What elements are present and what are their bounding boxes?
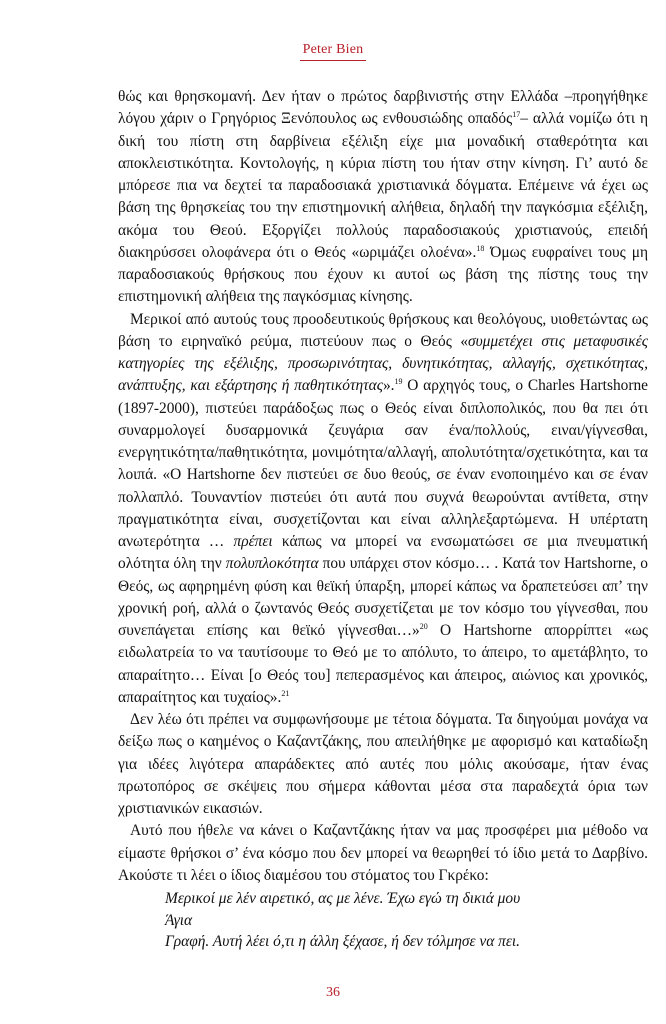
author-name: Peter Bien — [302, 42, 364, 57]
text-run: Ο αρχηγός τους, ο Charles Hartshorne (1897-2000), πιστεύει παράδοξως πως ο Θεός είναι διπλοπολικός, που θα πει ότι συναρμολογεί δυσαρμονικά ζευγάρια σαν ένα/πολλούς, ειναι/γίγνεσθαι, ενεργητικότητα/παθητικότητα, μονιμότητα/αλλαγή, απολυτότητα/σχετικότητα, και τα λοιπά. «Ο Hartshorne δεν πιστεύει σε δυο θεούς, σε έναν ενοποιημένο και σε έναν πολλαπλό. Τουναντίον πιστεύει ότι αυτά που συχνά θεωρούνται αντίθετα, στην πραγματικότητα είναι, συσχετίζονται και είναι αλληλεξαρτώμενα. Η υπέρτατη ανωτερότητα … — [118, 377, 648, 550]
page-number: 36 — [326, 985, 340, 1000]
text-run: Δεν λέω ότι πρέπει να συμφωνήσουμε με τέτοια δόγματα. Τα διηγούμαι μονάχα να δείξω πως ο καημένος ο Καζαντζάκης, που απειλήθηκε με αφορισμό και καταδίωξη για ιδέες λιγότερα απαράδεκτες από αυτές που μόλις ακούσαμε, ήταν ένας πρωτοπόρος σε σκέψεις που σήμερα κάθονται μέσα στα παραδεχτά όρια των χριστιανικών εικασιών. — [118, 711, 648, 817]
text-run: θώς και θρησκομανή. Δεν ήταν ο πρώτος δαρβινιστής στην Ελλάδα –προηγήθηκε λόγου χάριν ο Γρηγόριος Ξενόπουλος ως ενθουσιώδης οπαδός — [118, 88, 648, 128]
paragraph — [118, 709, 648, 820]
text-run: Όμως ευφραίνει τους μη παραδοσιακούς θρήσκους που έχουν κι αυτοί ως βάση της πίστης τους την επιστημονική αλήθεια της παγκόσμιας κίνησης. — [118, 243, 648, 306]
italic-span: συμμετέχει στις μεταφυσικές κατηγορίες της εξέλιξης, προσωρινότητας, δυνητικότητας, αλλαγής, σχετικότητας, ανάπτυξης, και εξάρτησης ή παθητικότητας — [118, 332, 648, 395]
footnote-ref: 20 — [419, 621, 428, 631]
text-run: κάπως να μπορεί να ενσωματώσει σε μια πνευματική ολότητα όλη την — [118, 533, 648, 573]
running-head — [0, 42, 666, 61]
body-text — [118, 86, 648, 887]
verse-line: Γραφή. Αυτή λέει ό,τι η άλλη ξέχασε, ή δεν τόλμησε να πει. — [165, 933, 521, 950]
text-run: που υπάρχει στον κόσμο… . Κατά τον Hartshorne, ο Θεός, ως αφηρημένη φύση και θεϊκή ύπαρξη, μπορεί κάπως να δραπετεύσει απ’ την χρονική ροή, αλλά ο ζωντανός Θεός συσχετίζεται με τον κόσμο του γίγνεσθαι, που συνεπάγεται επίσης και θεϊκό γίγνεσθαι…» — [118, 555, 648, 639]
verse-quotation — [165, 888, 635, 953]
verse-line: Άγια — [165, 911, 193, 929]
italic-span: πολυπλοκότητα — [225, 555, 319, 573]
header-rule — [300, 60, 366, 61]
footnote-ref: 17 — [512, 110, 521, 120]
paragraph — [118, 86, 648, 309]
paragraph — [118, 309, 648, 710]
text-run: Μερικοί από αυτούς τους προοδευτικούς θρήσκους και θεολόγους, υιοθετώντας ως βάση το ειρηναϊκό ρεύμα, πιστεύουν πως ο Θεός « — [118, 310, 648, 350]
footnote-ref: 21 — [281, 688, 290, 698]
text-run: ». — [382, 377, 395, 395]
footnote-ref: 18 — [476, 243, 485, 253]
text-run: Ο Hartshorne απορρίπτει «ως ειδωλατρεία το να ταυτίσουμε το Θεό με το απόλυτο, το άπειρο, το αμετάβλητο, το απαραίτητο… Είναι [ο Θεός του] πεπερασμένος και άπειρος, αιώνιος και χρονικός, απαραίτητος και τυχαίος». — [118, 622, 648, 706]
footnote-ref: 19 — [394, 377, 403, 387]
paragraph — [118, 820, 648, 887]
text-run: – αλλά νομίζω ότι η δική του πίστη στη δαρβίνεια εξέλιξη είχε μια μοναδική σταθερότητα και αποκλειστικότητα. Κοντολογής, η κύρια πίστη του ήταν στην κίνηση. Γι’ αυτό δε μπόρεσε πια να δεχτεί τα παραδοσιακά χριστιανικά δόγματα. Επέμεινε νά έχει ως βάση της θρησκείας του την επιστημονική αλήθεια, δηλαδή την παγκόσμια εξέλιξη, ακόμα του Θεού. Εξοργίζει πολλούς παραδοσιακούς χριστιανούς, επειδή διακηρύσσει ολοφάνερα ότι ο Θεός «ωριμάζει ολοένα». — [118, 110, 648, 261]
italic-span: πρέπει — [233, 533, 273, 550]
verse-line: Μερικοί με λέν αιρετικό, ας με λένε. Έχω εγώ τη δικιά μου — [165, 890, 521, 907]
text-run: Αυτό που ήθελε να κάνει ο Καζαντζάκης ήταν να μας προσφέρει μια μέθοδο να είμαστε θρήσκοι σ’ ένα κόσμο που δεν μπορεί να θεωρηθεί τό ίδιο μετά το Δαρβίνο. Ακούστε τι λέει ο ίδιος διαμέσου του στόματος του Γκρέκο: — [118, 822, 648, 884]
